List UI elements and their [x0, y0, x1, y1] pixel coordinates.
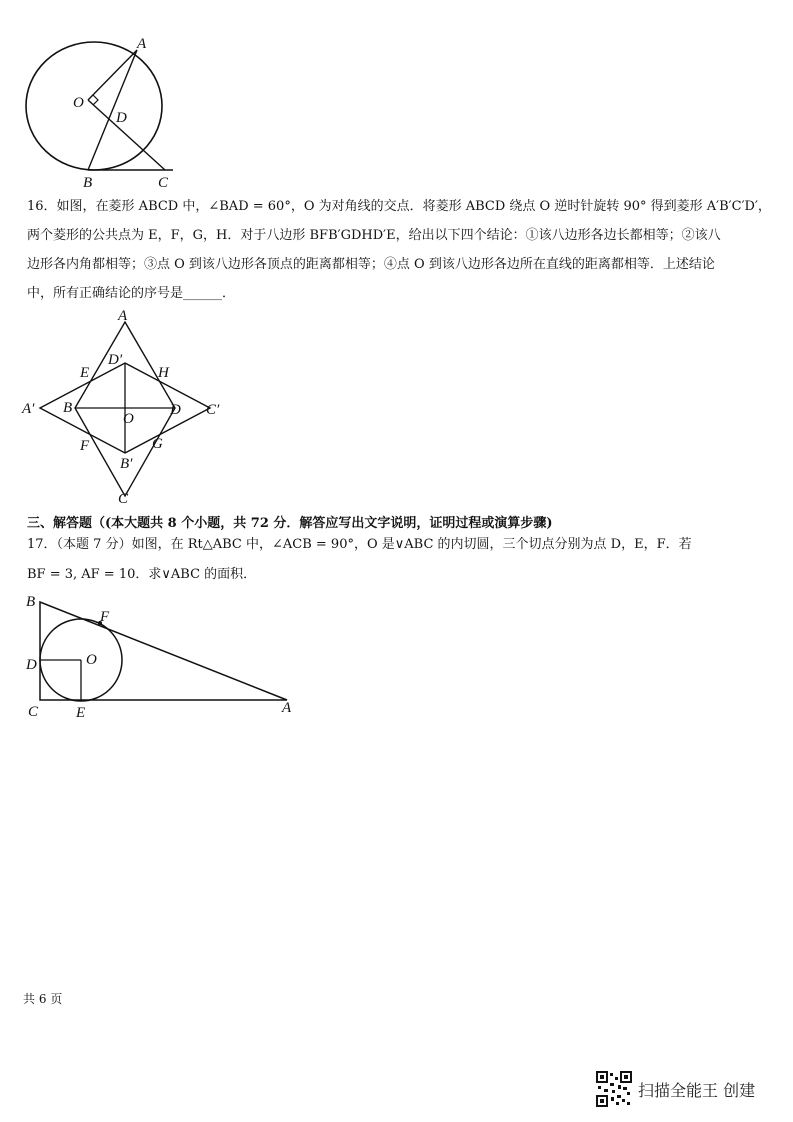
label-e: E: [80, 365, 90, 381]
label-o: O: [86, 652, 97, 668]
label-b: B: [83, 175, 93, 191]
label-a: A: [137, 36, 147, 52]
label-d: D: [170, 402, 181, 418]
watermark-text: 扫描全能王 创建: [638, 1080, 756, 1100]
label-a: A: [282, 700, 292, 716]
segment-oa: [88, 50, 137, 100]
label-d: D: [116, 110, 127, 126]
label-e: E: [76, 705, 86, 721]
label-o: O: [123, 411, 134, 427]
q16-line-4: 中，所有正确结论的序号是______．: [27, 286, 236, 301]
label-h: H: [158, 365, 169, 381]
q16-line-2: 两个菱形的公共点为 E，F，G，H．对于八边形 BFB′GDHD′E，给出以下四个结论：①该八边形各边长都相等；②该八: [27, 228, 721, 243]
label-c: C: [28, 704, 39, 720]
label-c-prime: C′: [206, 402, 220, 418]
q17-line-2: BF = 3, AF = 10．求∨ABC 的面积．: [27, 567, 257, 582]
segment-ab: [88, 50, 137, 170]
label-b: B: [63, 400, 73, 416]
label-o: O: [73, 95, 84, 111]
section-heading: 三、解答题（(本大题共 8 个小题，共 72 分．解答应写出文字说明，证明过程或演算步骤): [27, 516, 553, 531]
label-a: A: [118, 308, 128, 324]
label-d-prime: D′: [108, 352, 123, 368]
label-a-prime: A′: [22, 401, 35, 417]
qr-code-icon: [596, 1071, 632, 1107]
label-d: D: [26, 657, 37, 673]
q17-line-1: 17．（本题 7 分）如图，在 Rt△ABC 中，∠ACB = 90°，O 是∨ABC 的内切圆，三个切点分别为点 D，E，F．若: [27, 537, 692, 552]
scanner-watermark: [596, 1071, 755, 1107]
figure-incircle-triangle: [20, 590, 310, 725]
label-f: F: [100, 609, 110, 625]
q16-line-1: 16．如图，在菱形 ABCD 中，∠BAD = 60°，O 为对角线的交点．将菱形 ABCD 绕点 O 逆时针旋转 90° 得到菱形 A′B′C′D′，: [27, 199, 771, 214]
label-c: C: [118, 491, 129, 507]
label-b-prime: B′: [120, 456, 133, 472]
label-b: B: [26, 594, 36, 610]
label-c: C: [158, 175, 169, 191]
triangle-abc: [40, 602, 287, 700]
right-angle-mark: [93, 95, 98, 105]
label-g: G: [152, 436, 163, 452]
page-footer: 共 6 页: [23, 992, 63, 1006]
figure-circle-tangent: [20, 30, 220, 195]
figure-rhombus-octagon: [20, 308, 240, 508]
q16-line-3: 边形各内角都相等；③点 O 到该八边形各顶点的距离都相等；④点 O 到该八边形各边所在直线的距离都相等．上述结论: [27, 257, 715, 272]
label-f: F: [80, 438, 90, 454]
